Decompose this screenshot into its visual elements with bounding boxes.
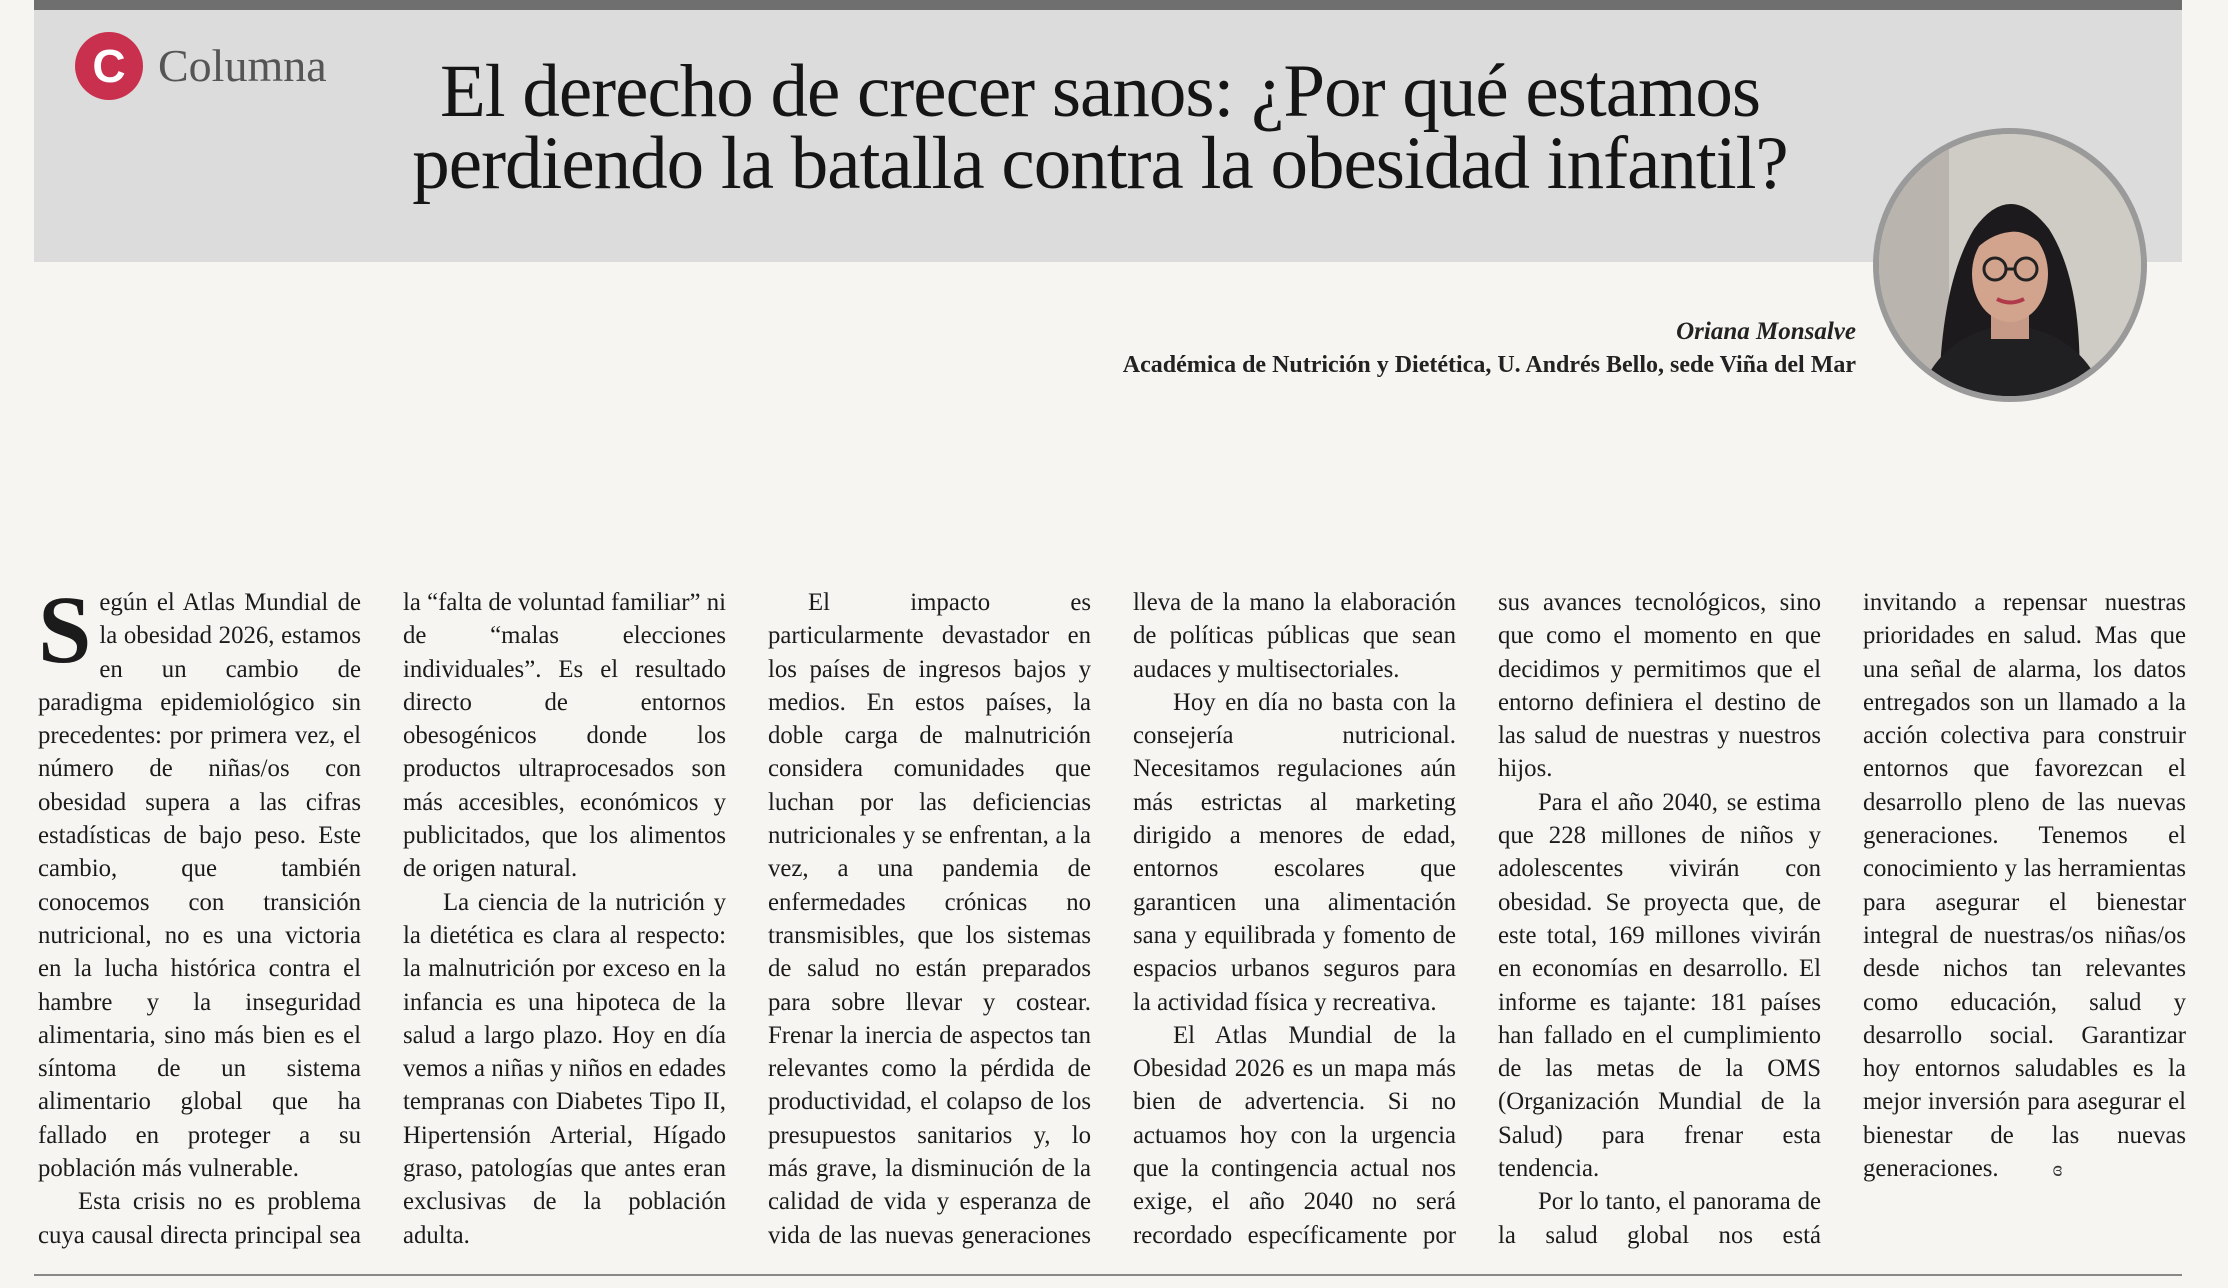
article-paragraph: El Atlas Mundial de la Obesidad 2026 es un mapa más bien de advertencia. Si no actuamos hoy con la urgencia que la contingencia actual nos exige, el año 2040 no será recordado específicamente por sus avances tecnológicos, sino que como el momento en que decidimos y permitimos que el entorno definiera el destino de las salud de nuestras y nuestros hijos.: [1133, 589, 1821, 1249]
article-body: [38, 576, 2186, 1256]
headline-line-2: perdiendo la batalla contra la obesidad infantil?: [412, 122, 1788, 205]
article-paragraph: Hoy en día no basta con la consejería nutricional. Necesitamos regulaciones aún más estrictas al marketing dirigido a menores de edad, entornos escolares que garanticen una alimentación sana y equilibrada y fomento de espacios urbanos seguros para la actividad física y recreativa.: [1133, 688, 1456, 1016]
article-paragraph: Por lo tanto, el panorama de la salud global nos está invitando a repensar nuestras prioridades en salud. Mas que una señal de alarma, los datos entregados son un llamado a la acción colectiva para construir entornos que favorezcan el desarrollo pleno de las nuevas generaciones. Tenemos el conocimiento y las herramientas para asegurar el bienestar integral de nuestras/os niñas/os desde nichos tan relevantes como educación, salud y desarrollo social. Garantizar hoy entornos saludables es la mejor inversión para asegurar el bienestar de las nuevas generaciones. ɞ: [1498, 589, 2186, 1249]
author-portrait-icon: [1879, 134, 2141, 396]
headline-line-1: El derecho de crecer sanos: ¿Por qué estamos: [439, 50, 1761, 133]
section-badge: C: [75, 32, 143, 100]
article-paragraph: Para el año 2040, se estima que 228 millones de niños y adolescentes vivirán con obesidad. Se proyecta que, de este total, 169 millones vivirán en economías en desarrollo. El informe es tajante: 181 países han fallado en el cumplimiento de las metas de la OMS (Organización Mundial de la Salud) para frenar esta tendencia.: [1498, 788, 1821, 1183]
article-paragraph: La ciencia de la nutrición y la dietética es clara al respecto: la malnutrición por exceso en la infancia es una hipoteca de la salud a largo plazo. Hoy en día vemos a niñas y niños en edades tempranas con Diabetes Tipo II, Hipertensión Arterial, Hígado graso, patologías que antes eran exclusivas de la población adulta.: [403, 888, 726, 1249]
author-photo: [1873, 128, 2147, 402]
section-label: Columna: [158, 40, 327, 91]
author-affiliation: Académica de Nutrición y Dietética, U. Andrés Bello, sede Viña del Mar: [1122, 352, 1856, 378]
drop-cap: S: [38, 576, 92, 683]
top-rule: [34, 0, 2182, 10]
article-paragraph: El impacto es particularmente devastador en los países de ingresos bajos y medios. En estos países, la doble carga de malnutrición considera comunidades que luchan por las deficiencias nutricionales y se enfrentan, a la vez, a una pandemia de enfermedades crónicas no transmisibles, que los sistemas de salud no están preparados para sobre llevar y costear. Frenar la inercia de aspectos tan relevantes como la pérdida de productividad, el colapso de los presupuestos sanitarios y, lo más grave, la disminución de la calidad de vida y esperanza de vida de las nuevas generaciones lleva de la mano la elaboración de políticas públicas que sean audaces y multisectoriales.: [768, 589, 1456, 1249]
end-mark-icon: ɞ: [2052, 1156, 2063, 1182]
author-name: Oriana Monsalve: [1676, 318, 1856, 345]
article-paragraph: Según el Atlas Mundial de la obesidad 2026, estamos en un cambio de paradigma epidemiológico sin precedentes: por primera vez, el número de niñas/os con obesidad supera a las cifras estadísticas de bajo peso. Este cambio, que también conocemos con transición nutricional, no es una victoria en la lucha histórica contra el hambre y la inseguridad alimentaria, sino más bien es el síntoma de un sistema alimentario global que ha fallado en proteger a su población más vulnerable.: [38, 576, 361, 1183]
headline: [340, 50, 1860, 205]
bottom-rule: [34, 1274, 2182, 1276]
article-paragraph: Esta crisis no es problema cuya causal directa principal sea la “falta de voluntad familiar” ni de “malas elecciones individuales”. Es el resultado directo de entornos obesogénicos donde los productos ultraprocesados son más accesibles, económicos y publicitados, que los alimentos de origen natural.: [38, 589, 726, 1249]
